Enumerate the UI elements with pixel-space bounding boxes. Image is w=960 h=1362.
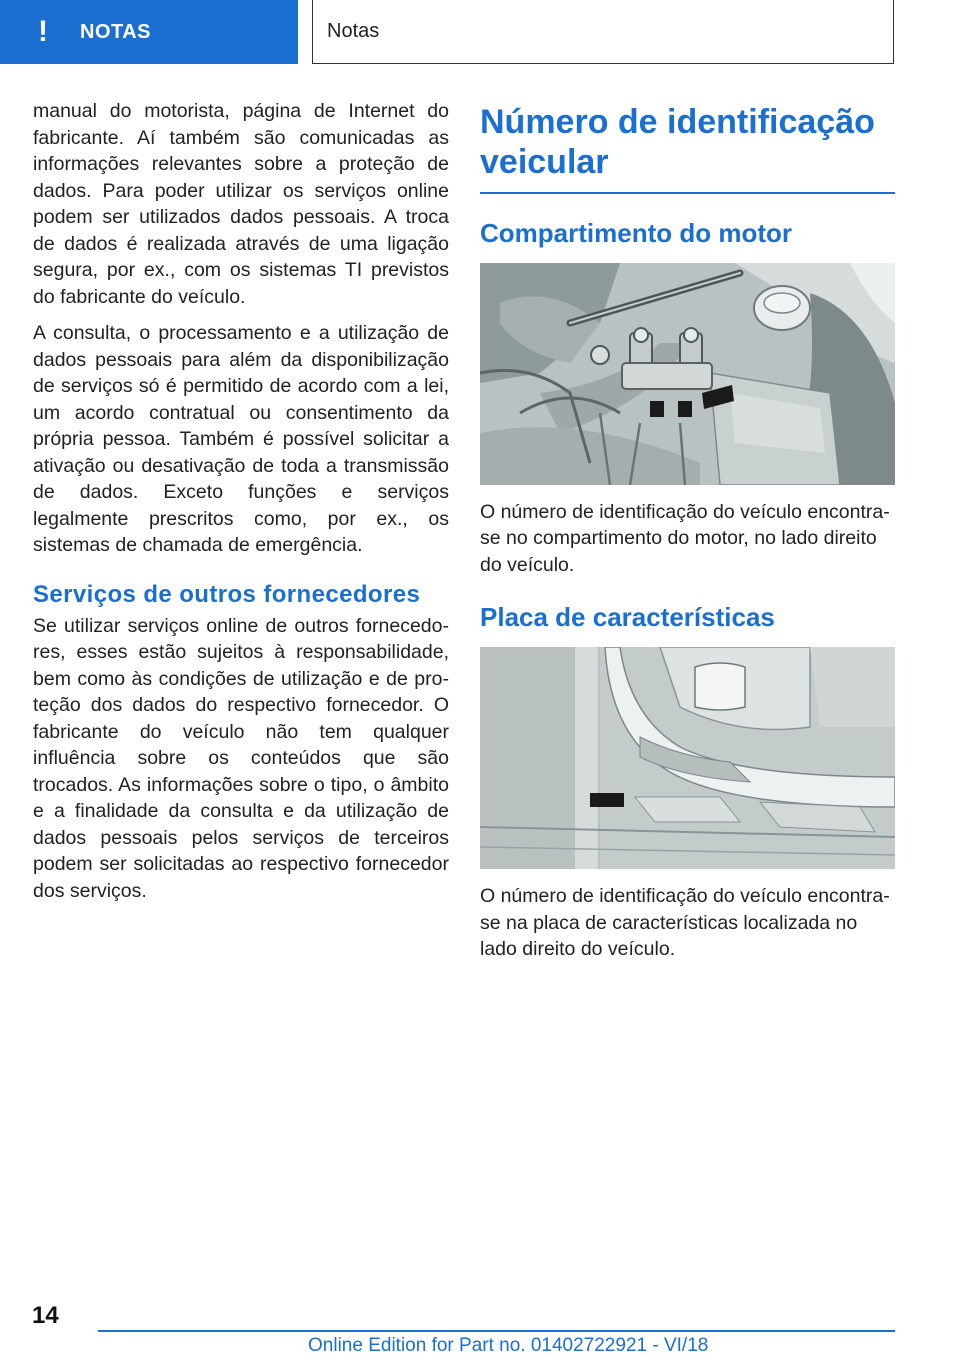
heading-rule bbox=[480, 192, 895, 194]
exclamation-icon: ! bbox=[38, 15, 48, 48]
section-heading-vin: Número de identificação veicular bbox=[480, 103, 875, 181]
chapter-tab[interactable] bbox=[0, 0, 298, 64]
left-column bbox=[33, 98, 449, 914]
paragraph-data-processing: A consulta, o processamento e a utilização de dados pessoais para além da disponibilização de serviços só é permitido de acordo com a lei, um acordo contratual ou consentimento da própria pessoa. Também é possível solicitar a ativação ou desativação de toda a transmissão de dados. Exceto funções e serviços legalmente prescritos como, por ex., os sistemas de chamada de emergência. bbox=[33, 322, 449, 556]
paragraph-data-protection: manual do motorista, página de Internet do fabricante. Aí também são comunicadas as informações relevantes sobre a proteção de dados. Para poder utilizar os serviços online podem ser utilizados dados pessoais. A troca de dados é realizada através de uma ligação segura, por ex., com os sistemas TI previstos do fabricante do veículo. bbox=[33, 100, 449, 308]
engine-compartment-illustration bbox=[480, 263, 895, 485]
chapter-tab-label: NOTAS bbox=[80, 20, 152, 43]
footer-rule bbox=[98, 1330, 895, 1332]
engine-compartment-caption: O número de identificação do veículo encontra-se no compartimento do motor, no lado direito do veículo. bbox=[480, 500, 890, 576]
type-plate-caption: O número de identificação do veículo encontra-se na placa de características localizada no lado direito do veículo. bbox=[480, 885, 890, 960]
subheading-type-plate: Placa de características bbox=[480, 602, 775, 632]
subheading-engine-compartment: Compartimento do motor bbox=[480, 217, 792, 248]
paragraph-third-party-services: Se utilizar serviços online de outros fornecedores, esses estão sujeitos à responsabilidade, bem como às condições de utilização e de proteção dos dados do respectivo fornecedor. O fabricante do veículo não tem qualquer influência sobre os conteúdos que são trocados. As informações sobre o tipo, o âmbito e a finalidade da consulta e da utilização de dados pessoais pelos serviços de terceiros podem ser solicitadas ao respectivo fornecedor dos serviços. bbox=[33, 614, 449, 902]
chapter-header bbox=[312, 0, 894, 64]
edition-footer: Online Edition for Part no. 01402722921 - VI/18 bbox=[308, 1335, 709, 1356]
chapter-title: Notas bbox=[327, 20, 380, 42]
page-number: 14 bbox=[32, 1302, 59, 1329]
right-column bbox=[480, 102, 895, 963]
subheading-third-party-services: Serviços de outros fornecedores bbox=[33, 580, 421, 608]
type-plate-illustration bbox=[480, 647, 895, 869]
